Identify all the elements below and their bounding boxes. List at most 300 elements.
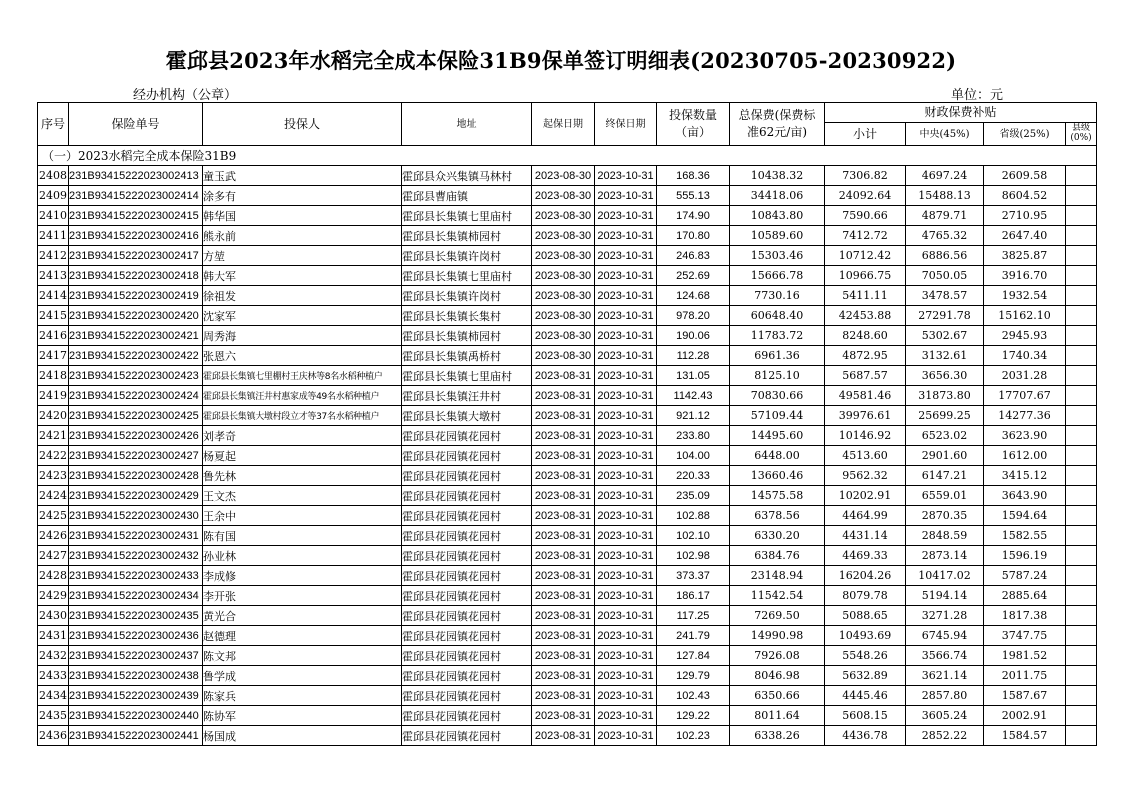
cell-holder: 霍邱县长集镇大墩村段立才等37名水稻种植户 — [203, 406, 402, 426]
table-row — [38, 386, 1097, 406]
cell-premium: 7269.50 — [730, 606, 825, 626]
cell-county — [1066, 446, 1097, 466]
header-quantity-line1: 投保数量 — [668, 108, 717, 122]
cell-central: 4765.32 — [906, 226, 984, 246]
cell-quantity: 235.09 — [657, 486, 730, 506]
cell-address: 霍邱县花园镇花园村 — [402, 606, 532, 626]
cell-subtotal: 8248.60 — [825, 326, 906, 346]
table-row — [38, 726, 1097, 746]
cell-seq: 2429 — [38, 586, 69, 606]
cell-start-date: 2023-08-31 — [532, 486, 595, 506]
cell-central: 3621.14 — [906, 666, 984, 686]
cell-address: 霍邱县花园镇花园村 — [402, 546, 532, 566]
cell-seq: 2418 — [38, 366, 69, 386]
cell-end-date: 2023-10-31 — [595, 446, 657, 466]
cell-end-date: 2023-10-31 — [595, 606, 657, 626]
table-row — [38, 606, 1097, 626]
cell-holder: 王文杰 — [203, 486, 402, 506]
section-label: （一）2023水稻完全成本保险31B9 — [38, 146, 1097, 166]
cell-quantity: 246.83 — [657, 246, 730, 266]
cell-provincial: 1582.55 — [984, 526, 1066, 546]
cell-quantity: 129.22 — [657, 706, 730, 726]
cell-subtotal: 5548.26 — [825, 646, 906, 666]
cell-provincial: 3747.75 — [984, 626, 1066, 646]
cell-central: 31873.80 — [906, 386, 984, 406]
cell-premium: 8011.64 — [730, 706, 825, 726]
cell-county — [1066, 326, 1097, 346]
table-row — [38, 246, 1097, 266]
cell-seq: 2423 — [38, 466, 69, 486]
cell-holder: 陈文邦 — [203, 646, 402, 666]
cell-policy-no: 231B93415222023002440 — [69, 706, 203, 726]
cell-quantity: 170.80 — [657, 226, 730, 246]
cell-premium: 15303.46 — [730, 246, 825, 266]
cell-end-date: 2023-10-31 — [595, 546, 657, 566]
cell-start-date: 2023-08-31 — [532, 726, 595, 746]
cell-quantity: 102.88 — [657, 506, 730, 526]
cell-central: 5302.67 — [906, 326, 984, 346]
cell-subtotal: 9562.32 — [825, 466, 906, 486]
cell-holder: 韩华国 — [203, 206, 402, 226]
cell-address: 霍邱县曹庙镇 — [402, 186, 532, 206]
cell-end-date: 2023-10-31 — [595, 426, 657, 446]
cell-subtotal: 10712.42 — [825, 246, 906, 266]
cell-holder: 熊永前 — [203, 226, 402, 246]
table-row — [38, 706, 1097, 726]
cell-quantity: 186.17 — [657, 586, 730, 606]
cell-policy-no: 231B93415222023002439 — [69, 686, 203, 706]
cell-start-date: 2023-08-30 — [532, 246, 595, 266]
cell-county — [1066, 266, 1097, 286]
cell-provincial: 1587.67 — [984, 686, 1066, 706]
cell-provincial: 1817.38 — [984, 606, 1066, 626]
cell-subtotal: 16204.26 — [825, 566, 906, 586]
cell-central: 4697.24 — [906, 166, 984, 186]
cell-premium: 6330.20 — [730, 526, 825, 546]
cell-subtotal: 4431.14 — [825, 526, 906, 546]
cell-seq: 2421 — [38, 426, 69, 446]
cell-premium: 10438.32 — [730, 166, 825, 186]
cell-subtotal: 4445.46 — [825, 686, 906, 706]
cell-quantity: 1142.43 — [657, 386, 730, 406]
cell-holder: 徐祖发 — [203, 286, 402, 306]
cell-provincial: 1584.57 — [984, 726, 1066, 746]
cell-seq: 2413 — [38, 266, 69, 286]
cell-premium: 13660.46 — [730, 466, 825, 486]
cell-provincial: 2945.93 — [984, 326, 1066, 346]
table-row — [38, 506, 1097, 526]
cell-end-date: 2023-10-31 — [595, 626, 657, 646]
cell-premium: 23148.94 — [730, 566, 825, 586]
cell-address: 霍邱县花园镇花园村 — [402, 426, 532, 446]
cell-policy-no: 231B93415222023002425 — [69, 406, 203, 426]
table-row — [38, 486, 1097, 506]
cell-central: 2870.35 — [906, 506, 984, 526]
cell-policy-no: 231B93415222023002417 — [69, 246, 203, 266]
cell-end-date: 2023-10-31 — [595, 686, 657, 706]
cell-quantity: 104.00 — [657, 446, 730, 466]
cell-county — [1066, 286, 1097, 306]
header-address: 地址 — [402, 103, 532, 146]
cell-start-date: 2023-08-31 — [532, 686, 595, 706]
unit-label: 单位：元 — [951, 88, 1004, 103]
cell-holder: 杨夏起 — [203, 446, 402, 466]
cell-address: 霍邱县长集镇七里庙村 — [402, 206, 532, 226]
cell-county — [1066, 426, 1097, 446]
cell-quantity: 117.25 — [657, 606, 730, 626]
cell-quantity: 373.37 — [657, 566, 730, 586]
cell-end-date: 2023-10-31 — [595, 306, 657, 326]
cell-provincial: 1612.00 — [984, 446, 1066, 466]
cell-seq: 2428 — [38, 566, 69, 586]
cell-holder: 陈有国 — [203, 526, 402, 546]
cell-address: 霍邱县花园镇花园村 — [402, 706, 532, 726]
cell-subtotal: 24092.64 — [825, 186, 906, 206]
cell-holder: 鲁先林 — [203, 466, 402, 486]
cell-end-date: 2023-10-31 — [595, 406, 657, 426]
cell-county — [1066, 166, 1097, 186]
cell-holder: 童玉武 — [203, 166, 402, 186]
cell-county — [1066, 466, 1097, 486]
cell-address: 霍邱县长集镇柿园村 — [402, 226, 532, 246]
cell-central: 3656.30 — [906, 366, 984, 386]
cell-start-date: 2023-08-31 — [532, 506, 595, 526]
cell-address: 霍邱县长集镇许岗村 — [402, 246, 532, 266]
cell-premium: 11783.72 — [730, 326, 825, 346]
cell-start-date: 2023-08-30 — [532, 346, 595, 366]
cell-central: 15488.13 — [906, 186, 984, 206]
cell-seq: 2435 — [38, 706, 69, 726]
cell-seq: 2414 — [38, 286, 69, 306]
cell-premium: 14575.58 — [730, 486, 825, 506]
cell-end-date: 2023-10-31 — [595, 286, 657, 306]
cell-end-date: 2023-10-31 — [595, 266, 657, 286]
cell-quantity: 102.43 — [657, 686, 730, 706]
cell-start-date: 2023-08-30 — [532, 306, 595, 326]
cell-address: 霍邱县花园镇花园村 — [402, 686, 532, 706]
cell-central: 25699.25 — [906, 406, 984, 426]
cell-provincial: 15162.10 — [984, 306, 1066, 326]
cell-subtotal: 39976.61 — [825, 406, 906, 426]
cell-address: 霍邱县长集镇七里庙村 — [402, 266, 532, 286]
table-row — [38, 466, 1097, 486]
cell-end-date: 2023-10-31 — [595, 466, 657, 486]
cell-seq: 2416 — [38, 326, 69, 346]
cell-seq: 2436 — [38, 726, 69, 746]
cell-provincial: 2609.58 — [984, 166, 1066, 186]
cell-address: 霍邱县长集镇禹桥村 — [402, 346, 532, 366]
cell-subtotal: 5411.11 — [825, 286, 906, 306]
cell-address: 霍邱县长集镇柿园村 — [402, 326, 532, 346]
cell-seq: 2425 — [38, 506, 69, 526]
cell-policy-no: 231B93415222023002432 — [69, 546, 203, 566]
cell-address: 霍邱县花园镇花园村 — [402, 626, 532, 646]
header-premium-line2: 准62元/亩) — [747, 125, 807, 139]
cell-provincial: 1932.54 — [984, 286, 1066, 306]
header-policy-no: 保险单号 — [69, 103, 203, 146]
cell-premium: 10589.60 — [730, 226, 825, 246]
cell-start-date: 2023-08-31 — [532, 366, 595, 386]
cell-policy-no: 231B93415222023002438 — [69, 666, 203, 686]
cell-address: 霍邱县花园镇花园村 — [402, 566, 532, 586]
table-row — [38, 306, 1097, 326]
cell-holder: 霍邱县长集镇七里棚村王庆林等8名水稻种植户 — [203, 366, 402, 386]
cell-central: 5194.14 — [906, 586, 984, 606]
cell-provincial: 1594.64 — [984, 506, 1066, 526]
cell-holder: 沈家军 — [203, 306, 402, 326]
cell-holder: 李开张 — [203, 586, 402, 606]
table-row — [38, 226, 1097, 246]
table-row — [38, 686, 1097, 706]
cell-policy-no: 231B93415222023002433 — [69, 566, 203, 586]
page-title: 霍邱县2023年水稻完全成本保险31B9保单签订明细表(20230705-20230922) — [165, 48, 957, 73]
header-subsidy: 财政保费补贴 — [825, 103, 1097, 123]
cell-central: 27291.78 — [906, 306, 984, 326]
cell-address: 霍邱县长集镇许岗村 — [402, 286, 532, 306]
cell-quantity: 102.23 — [657, 726, 730, 746]
cell-provincial: 3916.70 — [984, 266, 1066, 286]
cell-provincial: 3623.90 — [984, 426, 1066, 446]
cell-holder: 李成修 — [203, 566, 402, 586]
cell-central: 3566.74 — [906, 646, 984, 666]
table-row — [38, 406, 1097, 426]
cell-seq: 2433 — [38, 666, 69, 686]
cell-subtotal: 4436.78 — [825, 726, 906, 746]
cell-holder: 陈协军 — [203, 706, 402, 726]
table-row — [38, 186, 1097, 206]
header-seq: 序号 — [38, 103, 69, 146]
cell-seq: 2427 — [38, 546, 69, 566]
table-row — [38, 206, 1097, 226]
cell-seq: 2431 — [38, 626, 69, 646]
cell-central: 3605.24 — [906, 706, 984, 726]
cell-holder: 赵德理 — [203, 626, 402, 646]
cell-address: 霍邱县长集镇长集村 — [402, 306, 532, 326]
cell-end-date: 2023-10-31 — [595, 646, 657, 666]
cell-seq: 2411 — [38, 226, 69, 246]
cell-central: 6559.01 — [906, 486, 984, 506]
cell-subtotal: 5088.65 — [825, 606, 906, 626]
table-row — [38, 546, 1097, 566]
cell-quantity: 129.79 — [657, 666, 730, 686]
cell-subtotal: 49581.46 — [825, 386, 906, 406]
cell-seq: 2417 — [38, 346, 69, 366]
cell-start-date: 2023-08-30 — [532, 166, 595, 186]
cell-county — [1066, 646, 1097, 666]
cell-start-date: 2023-08-30 — [532, 266, 595, 286]
cell-seq: 2434 — [38, 686, 69, 706]
cell-central: 4879.71 — [906, 206, 984, 226]
cell-quantity: 131.05 — [657, 366, 730, 386]
cell-end-date: 2023-10-31 — [595, 186, 657, 206]
cell-policy-no: 231B93415222023002437 — [69, 646, 203, 666]
cell-county — [1066, 186, 1097, 206]
cell-policy-no: 231B93415222023002413 — [69, 166, 203, 186]
cell-end-date: 2023-10-31 — [595, 666, 657, 686]
table-row — [38, 286, 1097, 306]
cell-central: 3271.28 — [906, 606, 984, 626]
header-county-line1: 县级 — [1072, 123, 1091, 133]
cell-quantity: 220.33 — [657, 466, 730, 486]
agency-label: 经办机构（公章） — [133, 88, 238, 103]
cell-quantity: 102.10 — [657, 526, 730, 546]
cell-subtotal: 7590.66 — [825, 206, 906, 226]
cell-policy-no: 231B93415222023002414 — [69, 186, 203, 206]
cell-provincial: 2011.75 — [984, 666, 1066, 686]
cell-provincial: 1740.34 — [984, 346, 1066, 366]
cell-subtotal: 5632.89 — [825, 666, 906, 686]
cell-start-date: 2023-08-31 — [532, 466, 595, 486]
cell-end-date: 2023-10-31 — [595, 326, 657, 346]
cell-seq: 2415 — [38, 306, 69, 326]
cell-seq: 2420 — [38, 406, 69, 426]
table-row — [38, 526, 1097, 546]
cell-address: 霍邱县花园镇花园村 — [402, 526, 532, 546]
cell-end-date: 2023-10-31 — [595, 526, 657, 546]
cell-county — [1066, 526, 1097, 546]
header-premium — [730, 103, 825, 146]
cell-start-date: 2023-08-31 — [532, 386, 595, 406]
table-row — [38, 326, 1097, 346]
cell-end-date: 2023-10-31 — [595, 166, 657, 186]
cell-policy-no: 231B93415222023002419 — [69, 286, 203, 306]
cell-premium: 6961.36 — [730, 346, 825, 366]
cell-subtotal: 10146.92 — [825, 426, 906, 446]
header-county-line2: (0%) — [1070, 133, 1092, 143]
cell-premium: 15666.78 — [730, 266, 825, 286]
cell-policy-no: 231B93415222023002436 — [69, 626, 203, 646]
cell-policy-no: 231B93415222023002434 — [69, 586, 203, 606]
cell-central: 7050.05 — [906, 266, 984, 286]
cell-subtotal: 5608.15 — [825, 706, 906, 726]
cell-premium: 8125.10 — [730, 366, 825, 386]
cell-seq: 2424 — [38, 486, 69, 506]
cell-central: 6745.94 — [906, 626, 984, 646]
cell-start-date: 2023-08-31 — [532, 706, 595, 726]
cell-central: 2901.60 — [906, 446, 984, 466]
cell-address: 霍邱县花园镇花园村 — [402, 446, 532, 466]
cell-county — [1066, 586, 1097, 606]
cell-end-date: 2023-10-31 — [595, 486, 657, 506]
header-subtotal: 小计 — [825, 123, 906, 146]
cell-central: 10417.02 — [906, 566, 984, 586]
cell-policy-no: 231B93415222023002427 — [69, 446, 203, 466]
cell-policy-no: 231B93415222023002415 — [69, 206, 203, 226]
cell-quantity: 124.68 — [657, 286, 730, 306]
table-body — [38, 146, 1097, 746]
cell-policy-no: 231B93415222023002416 — [69, 226, 203, 246]
cell-provincial: 1596.19 — [984, 546, 1066, 566]
cell-county — [1066, 346, 1097, 366]
cell-premium: 70830.66 — [730, 386, 825, 406]
header-quantity-line2: （亩） — [674, 125, 711, 139]
cell-premium: 14990.98 — [730, 626, 825, 646]
cell-seq: 2422 — [38, 446, 69, 466]
cell-policy-no: 231B93415222023002422 — [69, 346, 203, 366]
cell-county — [1066, 366, 1097, 386]
cell-subtotal: 10493.69 — [825, 626, 906, 646]
cell-policy-no: 231B93415222023002431 — [69, 526, 203, 546]
cell-end-date: 2023-10-31 — [595, 706, 657, 726]
cell-address: 霍邱县花园镇花园村 — [402, 666, 532, 686]
table-row — [38, 366, 1097, 386]
cell-premium: 14495.60 — [730, 426, 825, 446]
cell-subtotal: 7412.72 — [825, 226, 906, 246]
cell-county — [1066, 226, 1097, 246]
cell-address: 霍邱县长集镇汪井村 — [402, 386, 532, 406]
cell-subtotal: 4513.60 — [825, 446, 906, 466]
cell-subtotal: 10966.75 — [825, 266, 906, 286]
cell-seq: 2412 — [38, 246, 69, 266]
cell-quantity: 190.06 — [657, 326, 730, 346]
cell-address: 霍邱县花园镇花园村 — [402, 646, 532, 666]
cell-seq: 2432 — [38, 646, 69, 666]
cell-holder: 张恩六 — [203, 346, 402, 366]
cell-quantity: 174.90 — [657, 206, 730, 226]
cell-quantity: 127.84 — [657, 646, 730, 666]
cell-quantity: 241.79 — [657, 626, 730, 646]
cell-holder: 杨国成 — [203, 726, 402, 746]
cell-county — [1066, 726, 1097, 746]
cell-county — [1066, 386, 1097, 406]
cell-end-date: 2023-10-31 — [595, 226, 657, 246]
header-end-date: 终保日期 — [595, 103, 657, 146]
cell-holder: 鲁学成 — [203, 666, 402, 686]
cell-subtotal: 4469.33 — [825, 546, 906, 566]
cell-central: 6523.02 — [906, 426, 984, 446]
cell-holder: 孙业林 — [203, 546, 402, 566]
cell-policy-no: 231B93415222023002435 — [69, 606, 203, 626]
header-start-date: 起保日期 — [532, 103, 595, 146]
cell-provincial: 5787.24 — [984, 566, 1066, 586]
header-premium-line1: 总保费(保费标 — [738, 108, 816, 122]
cell-start-date: 2023-08-30 — [532, 226, 595, 246]
cell-premium: 6378.56 — [730, 506, 825, 526]
cell-end-date: 2023-10-31 — [595, 586, 657, 606]
header-central: 中央(45%) — [906, 123, 984, 146]
cell-provincial: 2885.64 — [984, 586, 1066, 606]
cell-county — [1066, 206, 1097, 226]
cell-start-date: 2023-08-31 — [532, 626, 595, 646]
header-quantity — [657, 103, 730, 146]
cell-address: 霍邱县长集镇七里庙村 — [402, 366, 532, 386]
cell-county — [1066, 686, 1097, 706]
cell-subtotal: 4464.99 — [825, 506, 906, 526]
cell-policy-no: 231B93415222023002430 — [69, 506, 203, 526]
cell-start-date: 2023-08-31 — [532, 546, 595, 566]
cell-central: 2857.80 — [906, 686, 984, 706]
cell-address: 霍邱县花园镇花园村 — [402, 466, 532, 486]
cell-policy-no: 231B93415222023002418 — [69, 266, 203, 286]
cell-premium: 10843.80 — [730, 206, 825, 226]
cell-central: 3132.61 — [906, 346, 984, 366]
cell-central: 2873.14 — [906, 546, 984, 566]
cell-policy-no: 231B93415222023002441 — [69, 726, 203, 746]
header-county — [1066, 123, 1097, 146]
cell-holder: 周秀海 — [203, 326, 402, 346]
cell-seq: 2408 — [38, 166, 69, 186]
cell-provincial: 8604.52 — [984, 186, 1066, 206]
cell-provincial: 1981.52 — [984, 646, 1066, 666]
table-row — [38, 346, 1097, 366]
table-row — [38, 586, 1097, 606]
cell-end-date: 2023-10-31 — [595, 506, 657, 526]
cell-holder: 方堃 — [203, 246, 402, 266]
cell-quantity: 168.36 — [657, 166, 730, 186]
cell-subtotal: 8079.78 — [825, 586, 906, 606]
cell-county — [1066, 706, 1097, 726]
cell-seq: 2426 — [38, 526, 69, 546]
